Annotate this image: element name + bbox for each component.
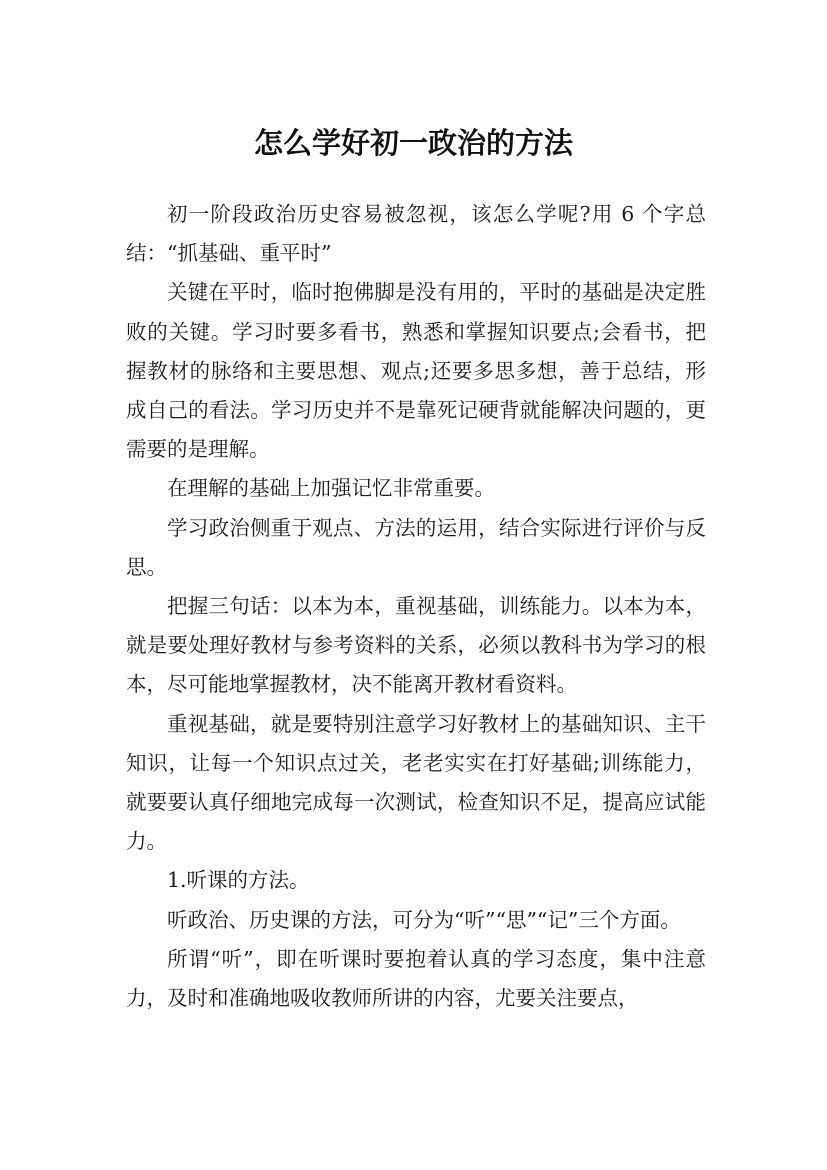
document-title: 怎么学好初一政治的方法 [253, 126, 573, 161]
paragraph: 在理解的基础上加强记忆非常重要。 [167, 476, 495, 501]
paragraph: 听政治、历史课的方法，可分为“听”“思”“记”三个方面。 [167, 907, 681, 932]
paragraph: 重视基础，就是要特别注意学习好教材上的基础知识、主干知识，让每一个知识点过关，老老实实在打好基础;训练能力，就要要认真仔细地完成每一次测试，检查知识不足，提高应试能力。 [126, 711, 706, 854]
paragraph: 学习政治侧重于观点、方法的运用，结合实际进行评价与反思。 [126, 515, 706, 579]
paragraph: 把握三句话：以本为本，重视基础，训练能力。以本为本，就是要处理好教材与参考资料的关系，必须以教科书为学习的根本，尽可能地掌握教材，决不能离开教材看资料。 [126, 594, 706, 697]
document-body [126, 195, 706, 1018]
paragraph: 所谓“听”，即在听课时要抱着认真的学习态度，集中注意力，及时和准确地吸收教师所讲的内容，尤要关注要点， [126, 946, 706, 1011]
paragraph: 初一阶段政治历史容易被忽视，该怎么学呢?用 6 个字总结：“抓基础、重平时” [126, 202, 706, 266]
paragraph: 关键在平时，临时抱佛脚是没有用的，平时的基础是决定胜败的关键。学习时要多看书，熟悉和掌握知识要点;会看书，把握教材的脉络和主要思想、观点;还要多思多想，善于总结，形成自己的看法。学习历史并不是靠死记硬背就能解决问题的，更需要的是理解。 [126, 280, 706, 462]
paragraph: 1.听课的方法。 [167, 868, 310, 893]
